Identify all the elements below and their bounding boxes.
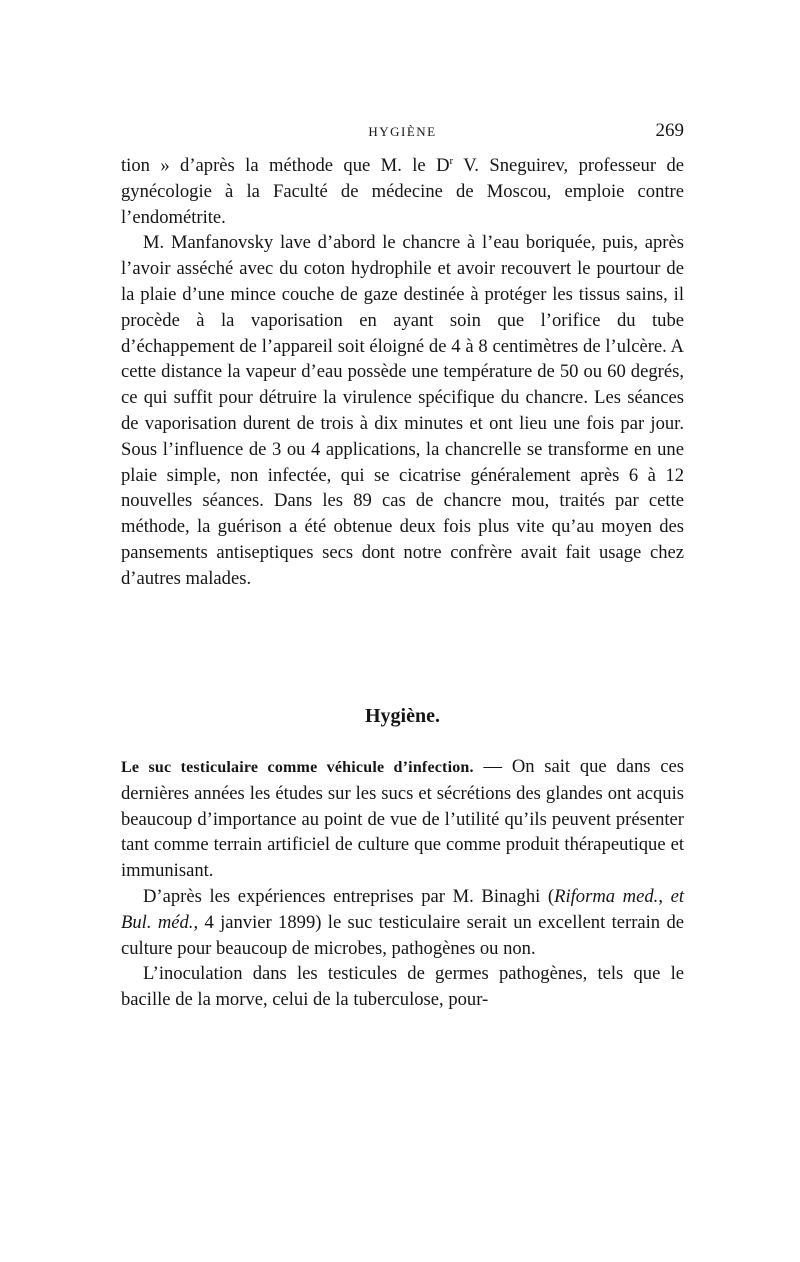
paragraph-continuation bbox=[121, 153, 684, 230]
running-header bbox=[121, 120, 684, 144]
citation-et: et bbox=[670, 885, 684, 907]
paragraph-binaghi bbox=[121, 884, 684, 961]
paragraph-manfanovsky: M. Manfanovsky lave d’abord le chancre à l’eau boriquée, puis, après l’avoir asséché avec du coton hydrophile et avoir recouvert le pourtour de la plaie d’une mince couche de gaze destinée à protéger les tissus sains, il procède à la vaporisation en ayant soin que l’orifice du tube d’échappement de l’appareil soit éloigné de 4 à 8 centimètres de l’ulcère. A cette distance la vapeur d’eau possède une température de 50 ou 60 degrés, ce qui suffit pour détruire la virulence spécifique du chancre. Les séances de vaporisation durent de trois à dix minutes et ont lieu une fois par jour. Sous l’influence de 3 ou 4 applications, la chancrelle se transforme en une plaie simple, non infectée, qui se cicatrise généralement après 6 à 12 nouvelles séances. Dans les 89 cas de chancre mou, traités par cette méthode, la guérison a été obtenue deux fois plus vite qu’au moyen des pansements antiseptiques secs dont notre confrère avait fait usage chez d’autres malades. bbox=[121, 232, 684, 589]
paragraph-text: — On sait que dans ces dernières années les études sur les sucs et sécrétions des glandes ont acquis beaucoup d’importance au point de vue de l’utilité qu’ils peuvent présenter tant comme terrain artificiel de culture que comme produit thérapeutique et immunisant. bbox=[121, 756, 684, 882]
paragraph-text: , bbox=[658, 885, 671, 907]
citation-riforma: Riforma med. bbox=[554, 885, 659, 907]
paragraph-text: tion » d’après la méthode que M. le D bbox=[121, 155, 450, 176]
run-in-title: Le suc testiculaire comme véhicule d’infection. bbox=[121, 759, 474, 776]
text-block-bottom bbox=[121, 754, 684, 1013]
paragraph-suc-testiculaire bbox=[121, 754, 684, 884]
paragraph-text: , 4 janvier 1899) le suc testiculaire serait un excellent terrain de culture pour beaucoup de microbes, pathogènes ou non. bbox=[121, 911, 684, 959]
text-block-top bbox=[121, 153, 684, 592]
paragraph-text: D’après les expériences entreprises par M. Binaghi ( bbox=[143, 885, 555, 907]
paragraph-text: V. Sneguirev, professeur de gynécologie à la Faculté de médecine de Moscou, emploie contre l’endométrite. bbox=[121, 155, 685, 228]
paragraph-inoculation: L’inoculation dans les testicules de germes pathogènes, tels que le bacille de la morve, celui de la tuberculose, pour- bbox=[121, 963, 684, 1011]
superscript: r bbox=[449, 154, 454, 167]
citation-bul-med: Bul. méd. bbox=[121, 911, 194, 933]
section-heading: Hygiène. bbox=[365, 705, 440, 727]
page-number: 269 bbox=[655, 120, 684, 141]
running-title: HYGIÈNE bbox=[368, 124, 437, 139]
